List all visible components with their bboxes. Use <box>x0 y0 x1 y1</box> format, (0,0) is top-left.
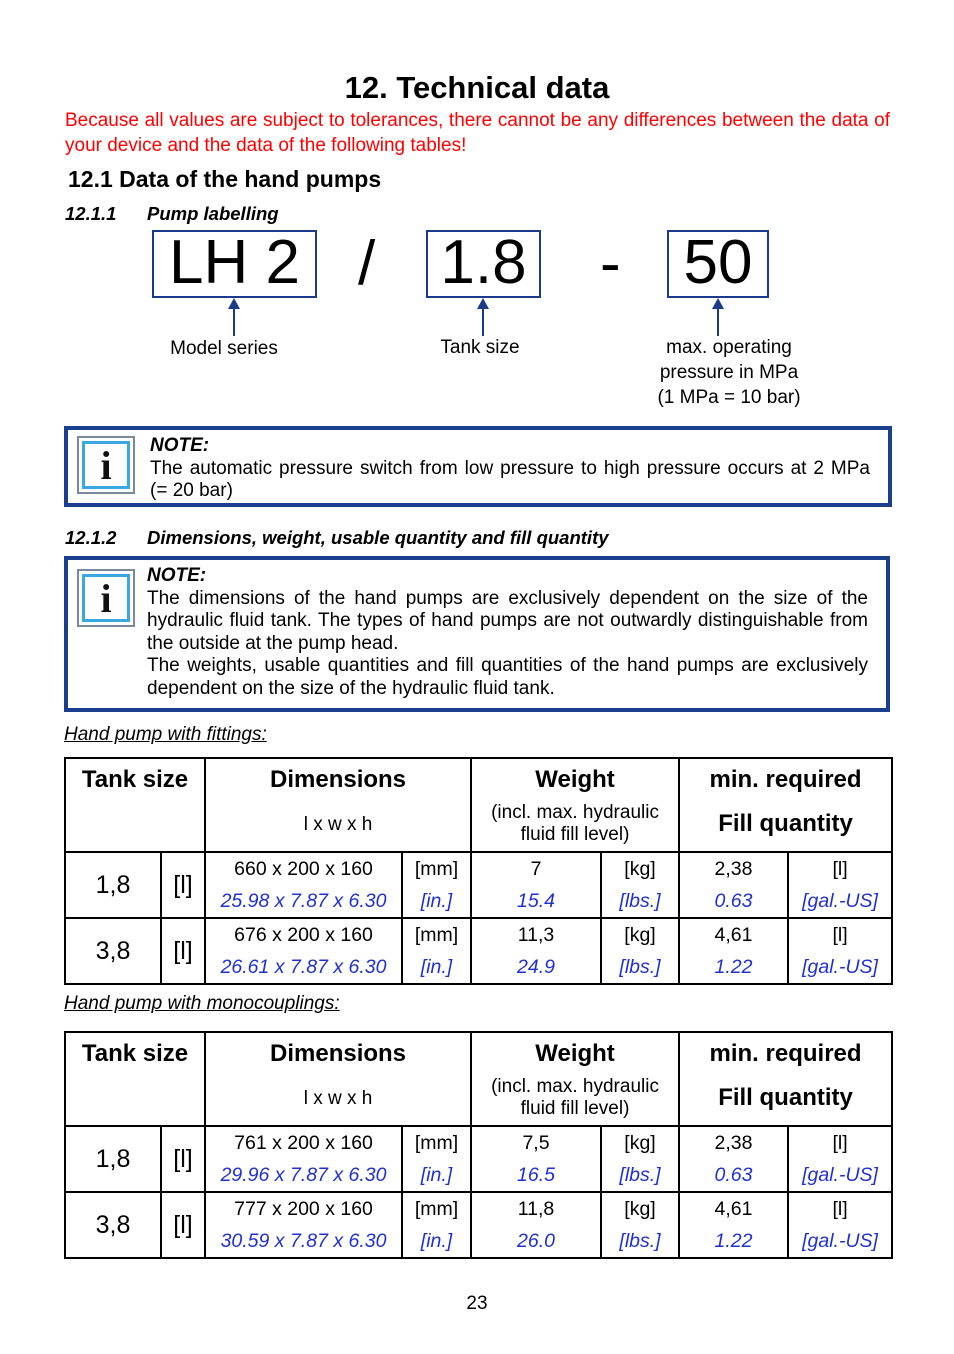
subsection-title: Dimensions, weight, usable quantity and fill quantity <box>147 527 609 548</box>
arrow-shaft <box>233 308 235 336</box>
weight-unit: [kg] [lbs.] <box>601 918 679 984</box>
note-content <box>150 435 870 503</box>
weight-cell: 11,3 24.9 <box>471 918 601 984</box>
table-row <box>65 1192 892 1258</box>
subsection-number: 12.1.2 <box>65 527 117 548</box>
note-title: NOTE: <box>150 435 210 456</box>
code-dash: - <box>600 229 621 298</box>
note-title: NOTE: <box>147 565 207 586</box>
fill-unit: [l] [gal.-US] <box>788 1192 892 1258</box>
weight-unit: [kg] [lbs.] <box>601 852 679 918</box>
pressure-code: 50 <box>683 228 753 297</box>
table-caption-monocouplings: Hand pump with monocouplings: <box>64 993 340 1014</box>
label-tank-size: Tank size <box>440 337 520 358</box>
info-icon: i <box>77 436 135 494</box>
note-content <box>147 565 868 700</box>
arrow-shaft <box>482 308 484 336</box>
fill-cell: 4,61 1.22 <box>679 918 788 984</box>
tank-unit: [l] <box>161 852 205 918</box>
code-slash: / <box>358 229 376 298</box>
note-text: The automatic pressure switch from low pressure to high pressure occurs at 2 MPa (= 20 bar) <box>150 457 870 501</box>
header-fill-quantity: min. required Fill quantity <box>679 1032 892 1126</box>
tank-size-box <box>426 230 541 298</box>
table-row <box>65 852 892 918</box>
dimensions-unit: [mm] [in.] <box>402 852 471 918</box>
note-box-dimensions <box>64 556 890 712</box>
tank-value: 3,8 <box>65 1192 161 1258</box>
subsection-title: Pump labelling <box>147 203 279 224</box>
note-paragraph-2: The weights, usable quantities and fill quantities of the hand pumps are exclusively dependent on the size of the hydraulic fluid tank. <box>147 655 868 699</box>
label-pressure-line-3: (1 MPa = 10 bar) <box>657 387 801 408</box>
header-tank-size: Tank size <box>65 758 205 852</box>
label-model-series: Model series <box>170 338 278 359</box>
table-row <box>65 1126 892 1192</box>
label-pressure <box>609 335 849 410</box>
tank-unit: [l] <box>161 918 205 984</box>
dimensions-cell: 761 x 200 x 160 29.96 x 7.87 x 6.30 <box>205 1126 402 1192</box>
pressure-box <box>667 230 769 298</box>
label-pressure-line-1: max. operating <box>666 337 792 358</box>
info-icon: i <box>77 569 135 627</box>
header-weight: Weight (incl. max. hydraulic fluid fill level) <box>471 1032 679 1126</box>
fill-unit: [l] [gal.-US] <box>788 852 892 918</box>
header-dimensions: Dimensions l x w x h <box>205 1032 471 1126</box>
dimensions-cell: 777 x 200 x 160 30.59 x 7.87 x 6.30 <box>205 1192 402 1258</box>
table-hand-pump-fittings <box>64 757 893 985</box>
weight-cell: 11,8 26.0 <box>471 1192 601 1258</box>
weight-cell: 7,5 16.5 <box>471 1126 601 1192</box>
fill-cell: 2,38 0.63 <box>679 1126 788 1192</box>
arrow-shaft <box>717 308 719 336</box>
tank-value: 1,8 <box>65 1126 161 1192</box>
weight-unit: [kg] [lbs.] <box>601 1192 679 1258</box>
dimensions-cell: 660 x 200 x 160 25.98 x 7.87 x 6.30 <box>205 852 402 918</box>
model-series-code: LH 2 <box>169 228 300 297</box>
page-number: 23 <box>466 1293 488 1314</box>
weight-unit: [kg] [lbs.] <box>601 1126 679 1192</box>
subsection-number: 12.1.1 <box>65 203 117 224</box>
header-fill-quantity: min. required Fill quantity <box>679 758 892 852</box>
label-pressure-line-2: pressure in MPa <box>659 362 799 383</box>
tank-unit: [l] <box>161 1192 205 1258</box>
fill-unit: [l] [gal.-US] <box>788 918 892 984</box>
tolerance-warning: Because all values are subject to tolerances, there cannot be any differences between the data of your device and the data of the following tables! <box>65 110 890 156</box>
tank-value: 3,8 <box>65 918 161 984</box>
note-box-pressure-switch <box>64 426 892 507</box>
page-title: 12. Technical data <box>344 70 610 105</box>
table-caption-fittings: Hand pump with fittings: <box>64 724 267 745</box>
model-series-box <box>152 230 317 298</box>
dimensions-unit: [mm] [in.] <box>402 918 471 984</box>
tank-size-code: 1.8 <box>440 228 527 297</box>
fill-cell: 4,61 1.22 <box>679 1192 788 1258</box>
header-dimensions: Dimensions l x w x h <box>205 758 471 852</box>
section-heading-12-1: 12.1 Data of the hand pumps <box>68 166 382 192</box>
dimensions-cell: 676 x 200 x 160 26.61 x 7.87 x 6.30 <box>205 918 402 984</box>
fill-unit: [l] [gal.-US] <box>788 1126 892 1192</box>
table-hand-pump-monocouplings <box>64 1031 893 1259</box>
dimensions-unit: [mm] [in.] <box>402 1126 471 1192</box>
note-paragraph-1: The dimensions of the hand pumps are exclusively dependent on the size of the hydraulic fluid tank. The types of hand pumps are not outwardly distinguishable from the outside at the pump head. <box>147 587 868 654</box>
tank-unit: [l] <box>161 1126 205 1192</box>
header-weight: Weight (incl. max. hydraulic fluid fill level) <box>471 758 679 852</box>
table-row <box>65 918 892 984</box>
dimensions-unit: [mm] [in.] <box>402 1192 471 1258</box>
subsection-heading-12-1-1 <box>65 203 279 225</box>
tank-value: 1,8 <box>65 852 161 918</box>
fill-cell: 2,38 0.63 <box>679 852 788 918</box>
weight-cell: 7 15.4 <box>471 852 601 918</box>
subsection-heading-12-1-2 <box>65 527 609 549</box>
header-tank-size: Tank size <box>65 1032 205 1126</box>
